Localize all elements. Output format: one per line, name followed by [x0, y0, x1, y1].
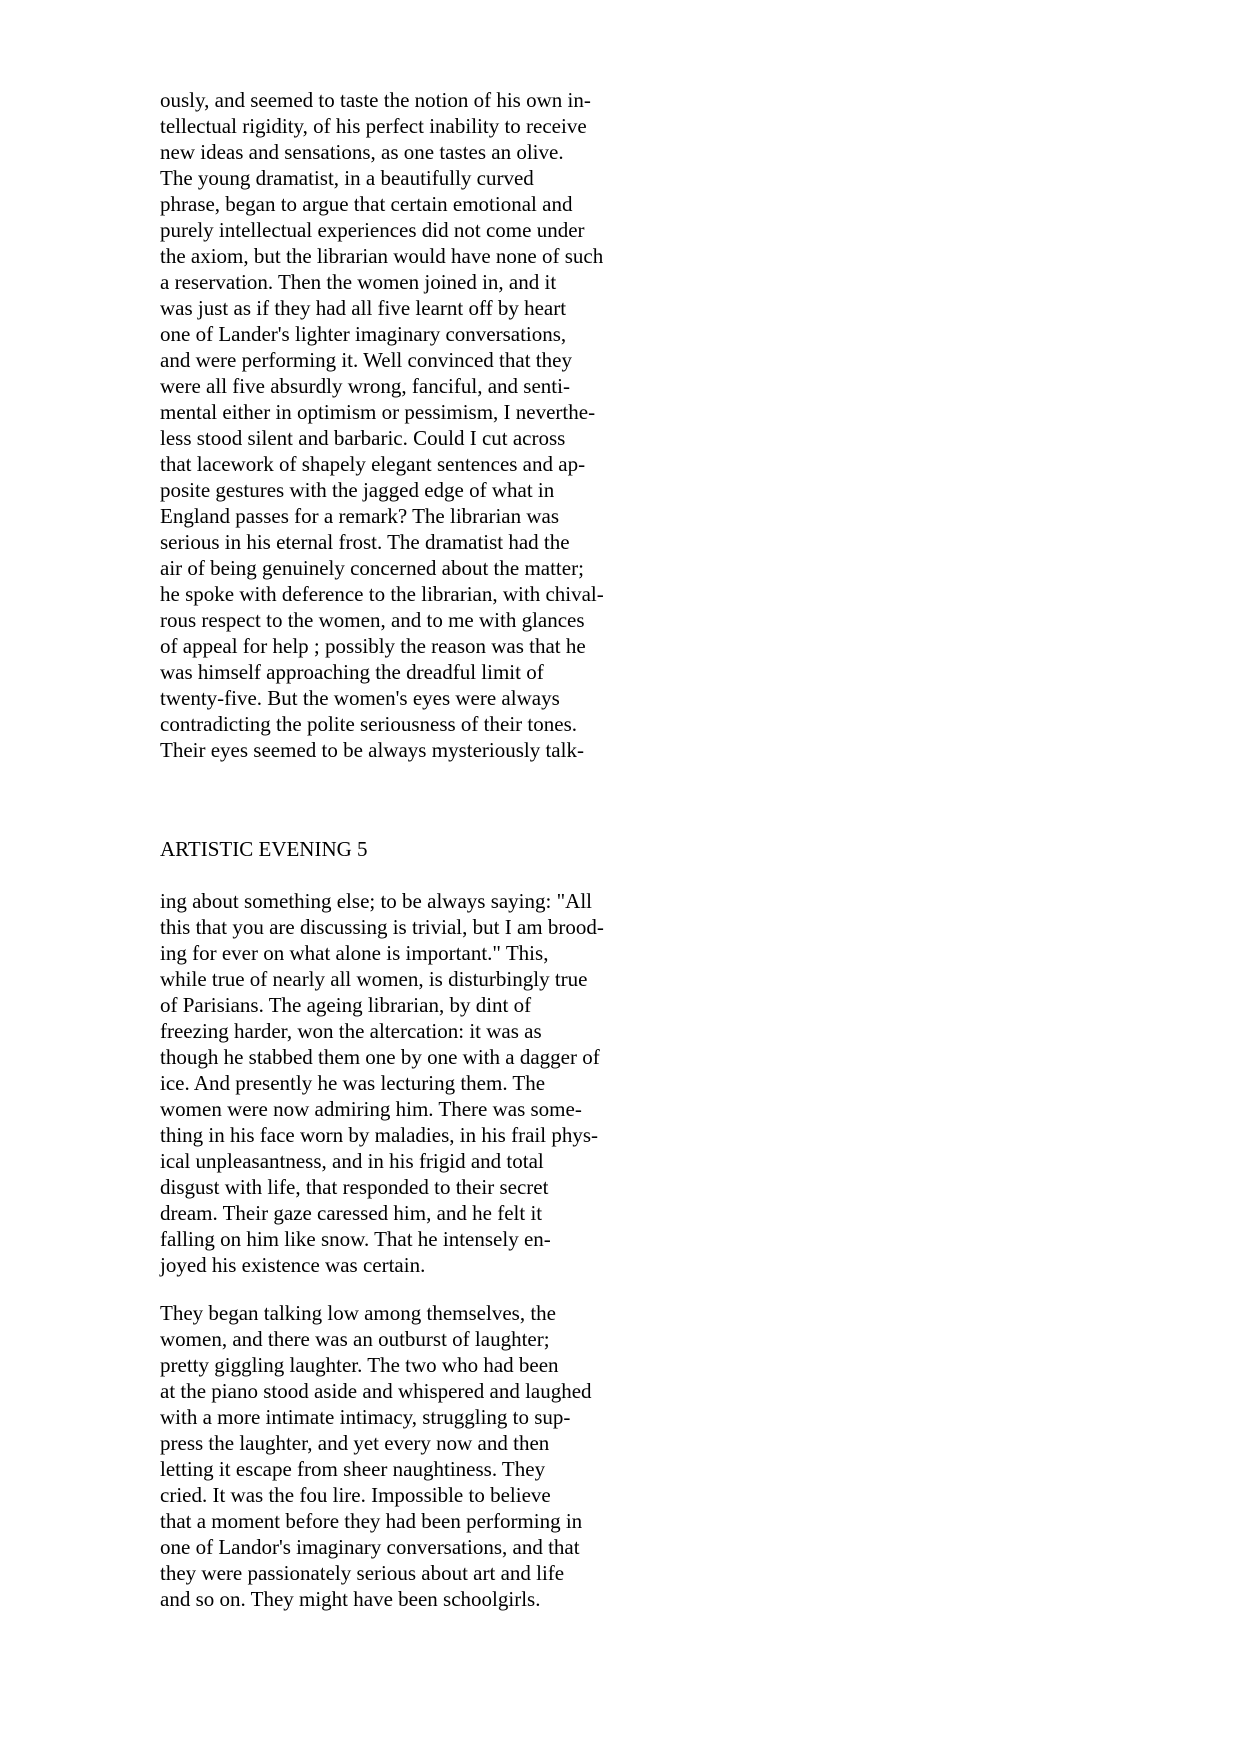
text-line: was just as if they had all five learnt off by heart: [160, 296, 567, 320]
text-line: though he stabbed them one by one with a dagger of: [160, 1045, 600, 1069]
text-line: new ideas and sensations, as one tastes an olive.: [160, 140, 564, 164]
text-line: phrase, began to argue that certain emotional and: [160, 192, 573, 216]
text-line: women were now admiring him. There was some-: [160, 1097, 582, 1121]
text-line: contradicting the polite seriousness of their tones.: [160, 712, 577, 736]
text-line: and were performing it. Well convinced that they: [160, 348, 572, 372]
text-line: that a moment before they had been performing in: [160, 1509, 583, 1533]
text-line: They began talking low among themselves, the: [160, 1301, 556, 1325]
text-line: rous respect to the women, and to me with glances: [160, 608, 585, 632]
paragraph-3: [160, 1300, 720, 1612]
text-line: disgust with life, that responded to their secret: [160, 1175, 549, 1199]
text-line: falling on him like snow. That he intensely en-: [160, 1227, 551, 1251]
text-line: dream. Their gaze caressed him, and he felt it: [160, 1201, 543, 1225]
running-head: ARTISTIC EVENING 5: [160, 837, 368, 861]
text-line: with a more intimate intimacy, struggling to sup-: [160, 1405, 571, 1429]
text-line: press the laughter, and yet every now and then: [160, 1431, 550, 1455]
text-line: he spoke with deference to the librarian, with chival-: [160, 582, 604, 606]
text-line: posite gestures with the jagged edge of what in: [160, 478, 555, 502]
text-line: serious in his eternal frost. The dramatist had the: [160, 530, 570, 554]
text-line: women, and there was an outburst of laughter;: [160, 1327, 550, 1351]
text-line: ously, and seemed to taste the notion of his own in-: [160, 88, 591, 112]
text-line: was himself approaching the dreadful limit of: [160, 660, 544, 684]
text-line: while true of nearly all women, is disturbingly true: [160, 967, 588, 991]
text-line: ice. And presently he was lecturing them. The: [160, 1071, 546, 1095]
text-line: one of Landor's imaginary conversations, and that: [160, 1535, 580, 1559]
text-line: purely intellectual experiences did not come under: [160, 218, 585, 242]
text-line: ing about something else; to be always saying: "All: [160, 889, 593, 913]
paragraph-1: [160, 87, 720, 763]
text-line: ical unpleasantness, and in his frigid and total: [160, 1149, 544, 1173]
text-line: a reservation. Then the women joined in, and it: [160, 270, 557, 294]
text-line: of Parisians. The ageing librarian, by dint of: [160, 993, 532, 1017]
text-line: freezing harder, won the altercation: it was as: [160, 1019, 542, 1043]
text-line: one of Lander's lighter imaginary conversations,: [160, 322, 567, 346]
text-line: tellectual rigidity, of his perfect inability to receive: [160, 114, 587, 138]
text-line: pretty giggling laughter. The two who had been: [160, 1353, 559, 1377]
text-line: the axiom, but the librarian would have none of such: [160, 244, 604, 268]
text-line: of appeal for help ; possibly the reason was that he: [160, 634, 586, 658]
text-line: twenty-five. But the women's eyes were always: [160, 686, 560, 710]
paragraph-2: [160, 888, 720, 1278]
text-line: England passes for a remark? The librarian was: [160, 504, 560, 528]
text-line: joyed his existence was certain.: [160, 1253, 426, 1277]
text-line: they were passionately serious about art and life: [160, 1561, 565, 1585]
text-line: at the piano stood aside and whispered and laughed: [160, 1379, 592, 1403]
text-line: cried. It was the fou lire. Impossible to believe: [160, 1483, 551, 1507]
text-line: air of being genuinely concerned about the matter;: [160, 556, 584, 580]
text-line: less stood silent and barbaric. Could I cut across: [160, 426, 566, 450]
text-line: were all five absurdly wrong, fanciful, and senti-: [160, 374, 570, 398]
text-line: that lacework of shapely elegant sentences and ap-: [160, 452, 586, 476]
text-line: letting it escape from sheer naughtiness. They: [160, 1457, 546, 1481]
text-line: Their eyes seemed to be always mysteriously talk-: [160, 738, 584, 762]
text-line: mental either in optimism or pessimism, I neverthe-: [160, 400, 596, 424]
text-line: this that you are discussing is trivial, but I am brood-: [160, 915, 604, 939]
text-line: The young dramatist, in a beautifully curved: [160, 166, 534, 190]
text-line: ing for ever on what alone is important." This,: [160, 941, 549, 965]
text-line: thing in his face worn by maladies, in his frail phys-: [160, 1123, 598, 1147]
text-line: and so on. They might have been schoolgirls.: [160, 1587, 541, 1611]
